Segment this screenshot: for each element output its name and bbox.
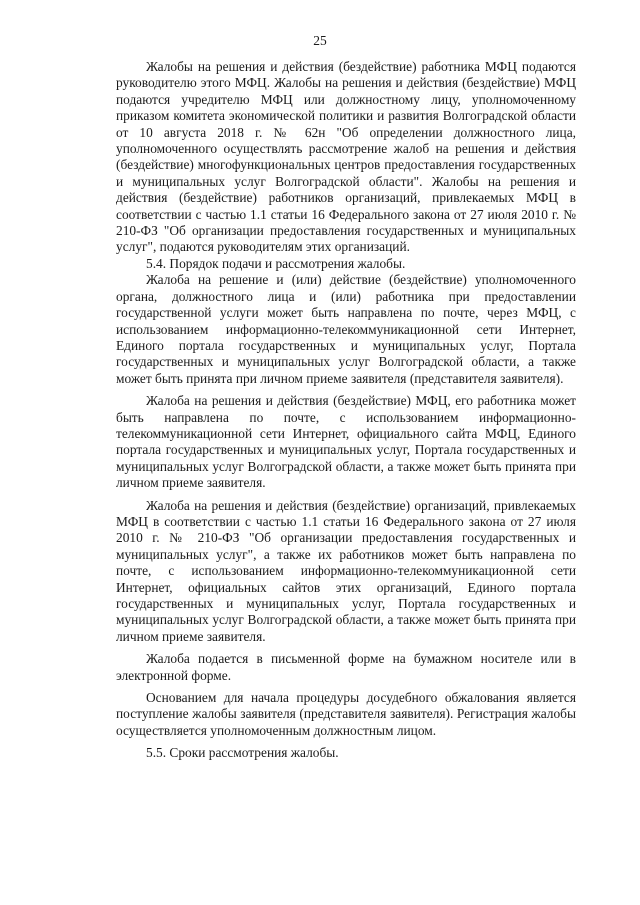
section-heading-5-5: 5.5. Сроки рассмотрения жалобы. xyxy=(146,745,339,761)
page-number: 25 xyxy=(313,33,327,48)
paragraph-complaint-authority: Жалоба на решение и (или) действие (бездействие) уполномоченного органа, должностного лица и (или) работника при предоставлении государственной услуги может быть направлена по почте, через МФЦ, с использованием информационно-телекоммуникационной сети Интернет, Единого портала государственных и муниципальных услуг, Портала государственных и муниципальных услуг Волгоградской области, а также может быть принята при личном приеме заявителя (представителя заявителя). xyxy=(116,272,576,386)
paragraph-complaints-mfc: Жалобы на решения и действия (бездействие) работника МФЦ подаются руководителю этого МФЦ. Жалобы на решения и действия (бездействие) МФЦ подаются учредителю МФЦ или должностному лицу, уполномоченному приказом комитета экономической политики и развития Волгоградской области от 10 августа 2018 г. № 62н "Об определении должностного лица, уполномоченного осуществлять рассмотрение жалоб на решения и действия (бездействие) многофункциональных центров предоставления государственных и муниципальных услуг Волгоградской области". Жалобы на решения и действия (бездействие) работников организаций, привлекаемых МФЦ в соответствии с частью 1.1 статьи 16 Федерального закона от 27 июля 2010 г. № 210-ФЗ "Об организации предоставления государственных и муниципальных услуг", подаются руководителям этих организаций. xyxy=(116,59,576,255)
paragraph-complaint-mfc-worker: Жалоба на решения и действия (бездействие) МФЦ, его работника может быть направлена по почте, с использованием информационно-телекоммуникационной сети Интернет, официального сайта МФЦ, Единого портала государственных и муниципальных услуг, Портала государственных и муниципальных услуг Волгоградской области, а также может быть принята при личном приеме заявителя. xyxy=(116,393,576,491)
document-body xyxy=(116,59,576,762)
paragraph-complaint-organizations: Жалоба на решения и действия (бездействие) организаций, привлекаемых МФЦ в соответствии с частью 1.1 статьи 16 Федерального закона от 27 июля 2010 г. № 210-ФЗ "Об организации предоставления государственных и муниципальных услуг", а также их работников может быть направлена по почте, с использованием информационно-телекоммуникационной сети Интернет, официальных сайтов этих организаций, Единого портала государственных и муниципальных услуг, Портала государственных и муниципальных услуг Волгоградской области, а также может быть принята при личном приеме заявителя. xyxy=(116,497,576,644)
paragraph-procedure-basis: Основанием для начала процедуры досудебного обжалования является поступление жалобы заявителя (представителя заявителя). Регистрация жалобы осуществляется уполномоченным должностным лицом. xyxy=(116,690,576,738)
section-heading-5-4: 5.4. Порядок подачи и рассмотрения жалобы. xyxy=(146,255,406,271)
paragraph-complaint-form: Жалоба подается в письменной форме на бумажном носителе или в электронной форме. xyxy=(116,651,576,683)
